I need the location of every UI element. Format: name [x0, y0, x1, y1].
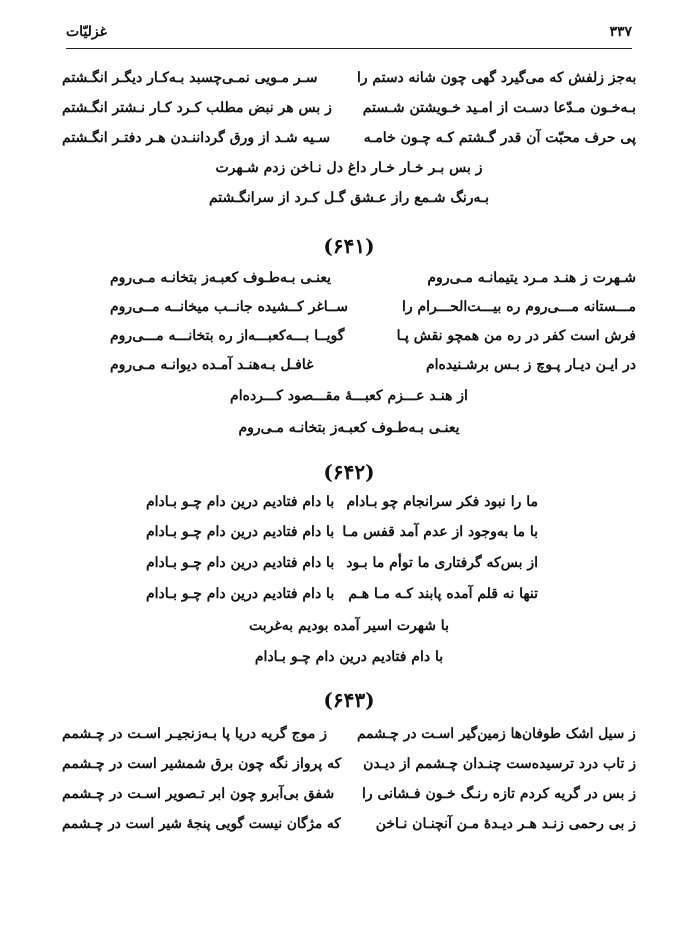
final-hemistich: از هنـد عـــزم کعبـــۀ مقـــصود کـــرده‌ام: [230, 388, 468, 404]
couplet: [62, 70, 636, 96]
couplet: [62, 586, 636, 612]
couplet: [62, 555, 636, 581]
hemistich-second: سـیه شـد از ورق گرداننـدن هـر دفتـر انگـشتم: [62, 130, 331, 146]
hemistich-second: شفق بی‌آبرو چون ابر تـصویر اسـت در چـشمم: [62, 786, 335, 802]
couplet: [62, 816, 636, 842]
hemistich-second: با دام فتادیم درین دام چـو بـادام: [146, 524, 335, 540]
ghazal-number: (۶۴۳): [323, 688, 375, 712]
final-hemistich: ز بس بـر خـار خـار داغ دل نـاخن زدم شـهرت: [215, 160, 483, 176]
hemistich-second: ســاغر کــشیده جانــب میخانــه مــی‌روم: [110, 299, 348, 315]
couplet: [62, 328, 636, 354]
couplet: [62, 756, 636, 782]
hemistich-second: که پرواز نگه چون برق شمشیر است در چـشمم: [62, 756, 342, 772]
hemistich-second: ز موج گریه دریا پا بـه‌زنجیـر اسـت در چـشمم: [62, 726, 328, 742]
hemistich-first: ز بس در گریه کردم تازه رنـگ خـون فـشانی را: [361, 786, 636, 802]
couplet: [62, 726, 636, 752]
hemistich-second: سـر مـویی نمـی‌چسبد بـه‌کـار دیگـر انگـشتم: [62, 70, 318, 86]
hemistich-second: غافـل بـه‌هنـد آمـده دیوانـه مـی‌روم: [110, 357, 314, 373]
couplet: [62, 130, 636, 156]
couplet: [62, 270, 636, 296]
hemistich-first: شـهرت ز هنـد مـرد یتیمانـه مـی‌روم: [427, 270, 636, 286]
hemistich-first: در ایـن دیـار پـوچ ز بـس برشـنیده‌ام: [425, 357, 636, 373]
hemistich-first: فرش است کفر در ره من همچو نقش پـا: [396, 328, 636, 344]
ghazal-number: (۶۴۱): [323, 234, 375, 258]
hemistich-first: بـه‌خـون مـدّعا دسـت از امـید خـویشتن شـستم: [362, 100, 636, 116]
hemistich-first: به‌جز زلفش که می‌گیرد گهی چون شانه دستم را: [356, 70, 636, 86]
couplet: [62, 299, 636, 325]
final-hemistich: با شهرت اسیر آمده بودیم به‌غربت: [249, 618, 449, 634]
page-header: [66, 22, 632, 49]
hemistich-first: ما را نبود فکر سرانجام چو بـادام: [346, 494, 538, 510]
hemistich-first: ز سیل اشک طوفان‌ها زمین‌گیر اسـت در چـشمم: [357, 726, 636, 742]
hemistich-first: پی حرف محبّت آن قدر گـشتم کـه چـون خامـه: [363, 130, 636, 146]
hemistich-second: که مژگان نیست گویی پنجۀ شیر است در چـشمم: [62, 816, 341, 832]
couplet: [62, 357, 636, 383]
hemistich-first: مـــستانه مـــی‌روم ره بیـــت‌الحـــرام را: [401, 299, 636, 315]
couplet: [62, 100, 636, 126]
hemistich-second: ز بس هر نبض مطلب کـرد کـار نـشتر انگـشتم: [62, 100, 332, 116]
couplet: [62, 494, 636, 520]
hemistich-first: ز بی رحمی زنـد هـر دیـدۀ مـن آنچنـان نـاخن: [375, 816, 636, 832]
hemistich-first: تنها نه قلم آمده پابند کـه مـا هـم: [348, 586, 538, 602]
running-title: غزلیّات: [66, 24, 107, 40]
page-number: ۳۳۷: [609, 24, 632, 40]
final-hemistich: یعنـی بـه‌طـوف کعبـه‌ز بتخانـه مـی‌روم: [238, 420, 460, 436]
final-hemistich: با دام فتادیم درین دام چـو بـادام: [254, 649, 444, 665]
couplet: [62, 524, 636, 550]
hemistich-second: با دام فتادیم درین دام چـو بـادام: [146, 494, 335, 510]
final-hemistich: بـه‌رنگ شـمع راز عـشق گـل کـرد از سرانگـشتم: [208, 190, 490, 206]
hemistich-first: از بس‌که گرفتاری ما توأم ما بـود: [346, 555, 538, 571]
hemistich-second: گویــا بـــه‌کعبـــه‌از ره بتخانـــه مـــی‌روم: [110, 328, 345, 344]
ghazal-number: (۶۴۲): [323, 460, 375, 484]
hemistich-second: با دام فتادیم درین دام چـو بـادام: [146, 555, 335, 571]
hemistich-first: با ما به‌وجود از عدم آمد قفس مـا: [342, 524, 538, 540]
hemistich-second: یعنـی بـه‌طـوف کعبـه‌ز بتخانـه مـی‌روم: [110, 270, 332, 286]
hemistich-second: با دام فتادیم درین دام چـو بـادام: [146, 586, 335, 602]
hemistich-first: ز تاب درد ترسیده‌ست چنـدان چـشمم از دیـدن: [363, 756, 636, 772]
couplet: [62, 786, 636, 812]
